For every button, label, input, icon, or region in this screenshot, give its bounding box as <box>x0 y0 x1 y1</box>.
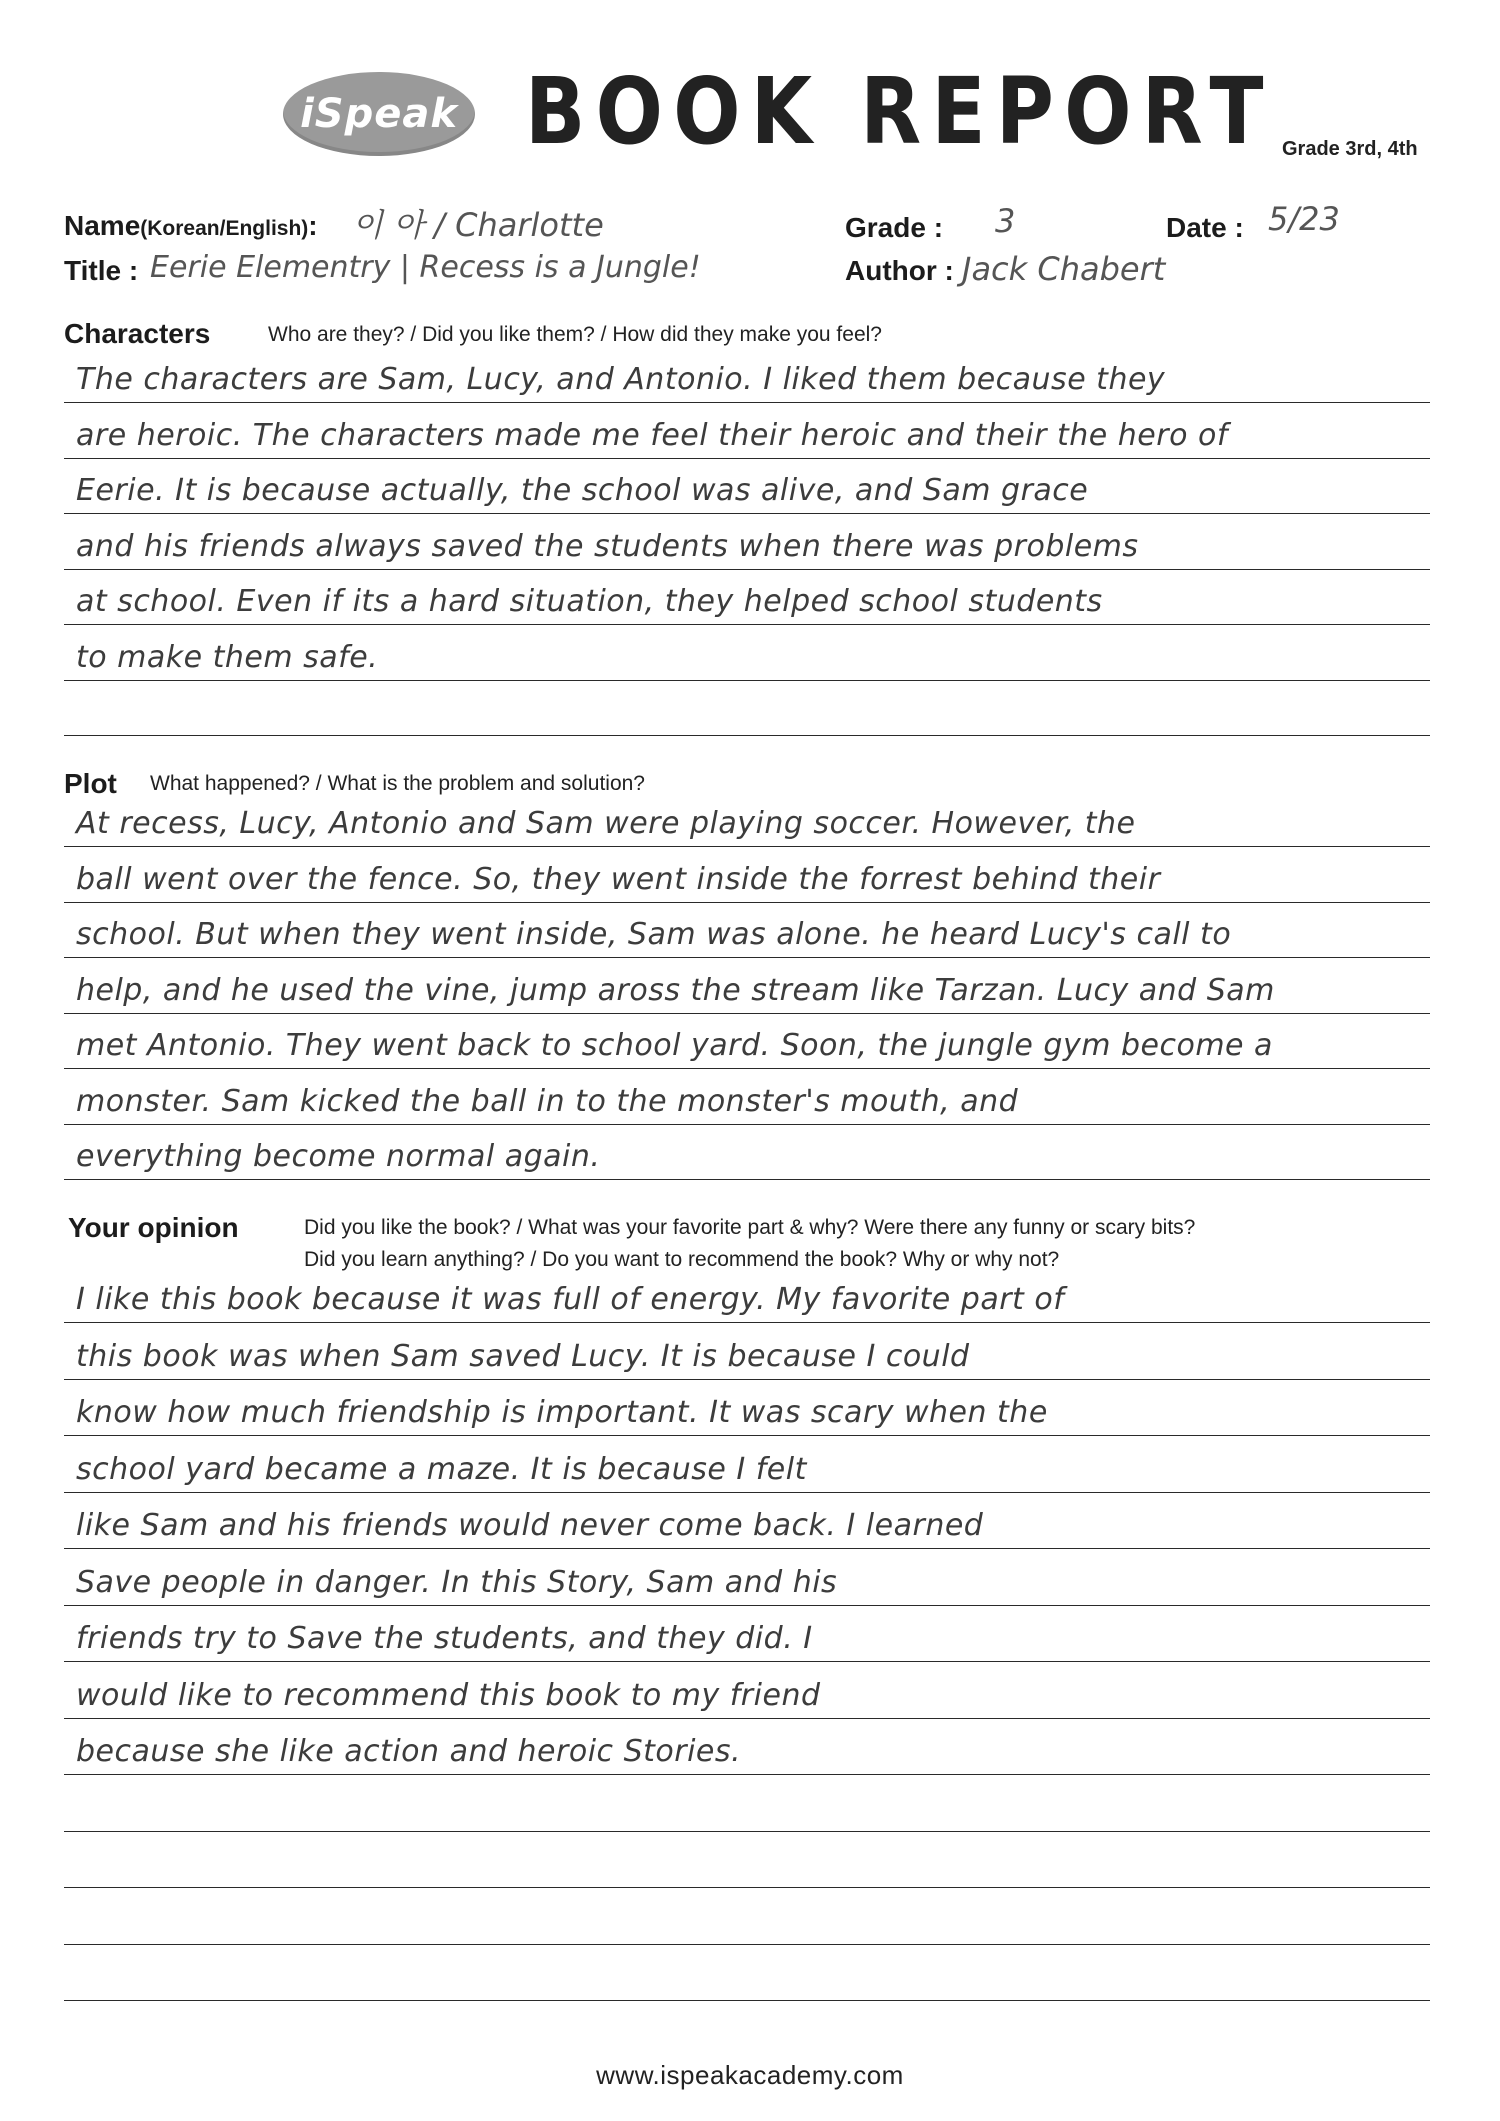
handwritten-line: ball went over the fence. So, they went inside the forrest behind their <box>76 861 1161 897</box>
handwritten-line: and his friends always saved the students when there was problems <box>76 528 1139 564</box>
plot-heading: Plot <box>64 768 117 799</box>
writing-line <box>64 1322 1430 1323</box>
writing-line <box>64 2000 1430 2001</box>
writing-line <box>64 1124 1430 1125</box>
handwritten-line: are heroic. The characters made me feel their heroic and their the hero of <box>76 417 1228 453</box>
handwritten-line: everything become normal again. <box>76 1139 601 1174</box>
ispeak-logo <box>283 72 475 156</box>
name-label-colon: : <box>308 210 318 241</box>
handwritten-line: I like this book because it was full of energy. My favorite part of <box>76 1282 1065 1317</box>
writing-line <box>64 1013 1430 1014</box>
name-label-text: Name <box>64 210 141 241</box>
writing-line <box>64 1774 1430 1775</box>
date-value: 5/23 <box>1268 200 1340 238</box>
footer-url: www.ispeakacademy.com <box>596 2060 904 2090</box>
characters-heading: Characters <box>64 318 211 349</box>
opinion-prompt-1: Did you like the book? / What was your favorite part & why? Were there any funny or scary bits? <box>304 1216 1196 1239</box>
handwritten-line: would like to recommend this book to my friend <box>76 1677 821 1713</box>
name-label-sub: (Korean/English) <box>140 217 309 240</box>
handwritten-line: Eerie. It is because actually, the school was alive, and Sam grace <box>76 473 1089 508</box>
author-value: Jack Chabert <box>962 250 1166 288</box>
author-label: Author : <box>845 255 954 286</box>
handwritten-line: school yard became a maze. It is because I felt <box>76 1451 807 1487</box>
writing-line <box>64 1492 1430 1493</box>
handwritten-line: this book was when Sam saved Lucy. It is because I could <box>76 1338 970 1374</box>
writing-line <box>64 1831 1430 1832</box>
handwritten-line: Save people in danger. In this Story, Sam and his <box>76 1564 838 1600</box>
writing-line <box>64 1661 1430 1662</box>
writing-line <box>64 1068 1430 1069</box>
plot-prompt: What happened? / What is the problem and solution? <box>150 772 645 795</box>
writing-line <box>64 402 1430 403</box>
handwritten-line: monster. Sam kicked the ball in to the monster's mouth, and <box>76 1083 1019 1119</box>
writing-line <box>64 1435 1430 1436</box>
writing-line <box>64 1605 1430 1606</box>
characters-prompt: Who are they? / Did you like them? / How did they make you feel? <box>268 323 882 346</box>
writing-line <box>64 1944 1430 1945</box>
title-value: Eerie Elementry | Recess is a Jungle! <box>150 250 701 285</box>
handwritten-line: know how much friendship is important. It was scary when the <box>76 1395 1048 1430</box>
writing-line <box>64 513 1430 514</box>
grade-value: 3 <box>995 202 1016 240</box>
writing-line <box>64 957 1430 958</box>
opinion-heading: Your opinion <box>68 1212 239 1243</box>
page-title: BOOK REPORT <box>525 58 1274 165</box>
grade-field-label: Grade : <box>845 212 944 243</box>
writing-line <box>64 902 1430 903</box>
grade-level-label: Grade 3rd, 4th <box>1282 138 1418 160</box>
handwritten-line: because she like action and heroic Stories. <box>76 1734 742 1769</box>
handwritten-line: at school. Even if its a hard situation, they helped school students <box>76 584 1103 619</box>
handwritten-line: At recess, Lucy, Antonio and Sam were playing soccer. However, the <box>76 806 1136 841</box>
date-label: Date : <box>1166 212 1244 243</box>
handwritten-line: to make them safe. <box>76 639 379 675</box>
title-label: Title : <box>64 255 139 286</box>
handwritten-line: help, and he used the vine, jump aross the stream like Tarzan. Lucy and Sam <box>76 972 1275 1008</box>
writing-line <box>64 846 1430 847</box>
name-value: 이 아 / Charlotte <box>352 206 604 244</box>
writing-line <box>64 735 1430 736</box>
handwritten-line: friends try to Save the students, and they did. I <box>76 1621 813 1656</box>
handwritten-line: like Sam and his friends would never come back. I learned <box>76 1508 984 1543</box>
name-label <box>64 210 318 242</box>
writing-line <box>64 1718 1430 1719</box>
opinion-prompt-2: Did you learn anything? / Do you want to recommend the book? Why or why not? <box>304 1248 1060 1271</box>
handwritten-line: school. But when they went inside, Sam was alone. he heard Lucy's call to <box>76 917 1232 952</box>
writing-line <box>64 1887 1430 1888</box>
writing-line <box>64 1379 1430 1380</box>
writing-line <box>64 1179 1430 1180</box>
handwritten-line: The characters are Sam, Lucy, and Antonio. I liked them because they <box>76 362 1166 397</box>
writing-line <box>64 1548 1430 1549</box>
handwritten-line: met Antonio. They went back to school yard. Soon, the jungle gym become a <box>76 1028 1273 1063</box>
logo-text: iSpeak <box>300 91 458 137</box>
writing-line <box>64 680 1430 681</box>
writing-line <box>64 569 1430 570</box>
writing-line <box>64 624 1430 625</box>
writing-line <box>64 458 1430 459</box>
